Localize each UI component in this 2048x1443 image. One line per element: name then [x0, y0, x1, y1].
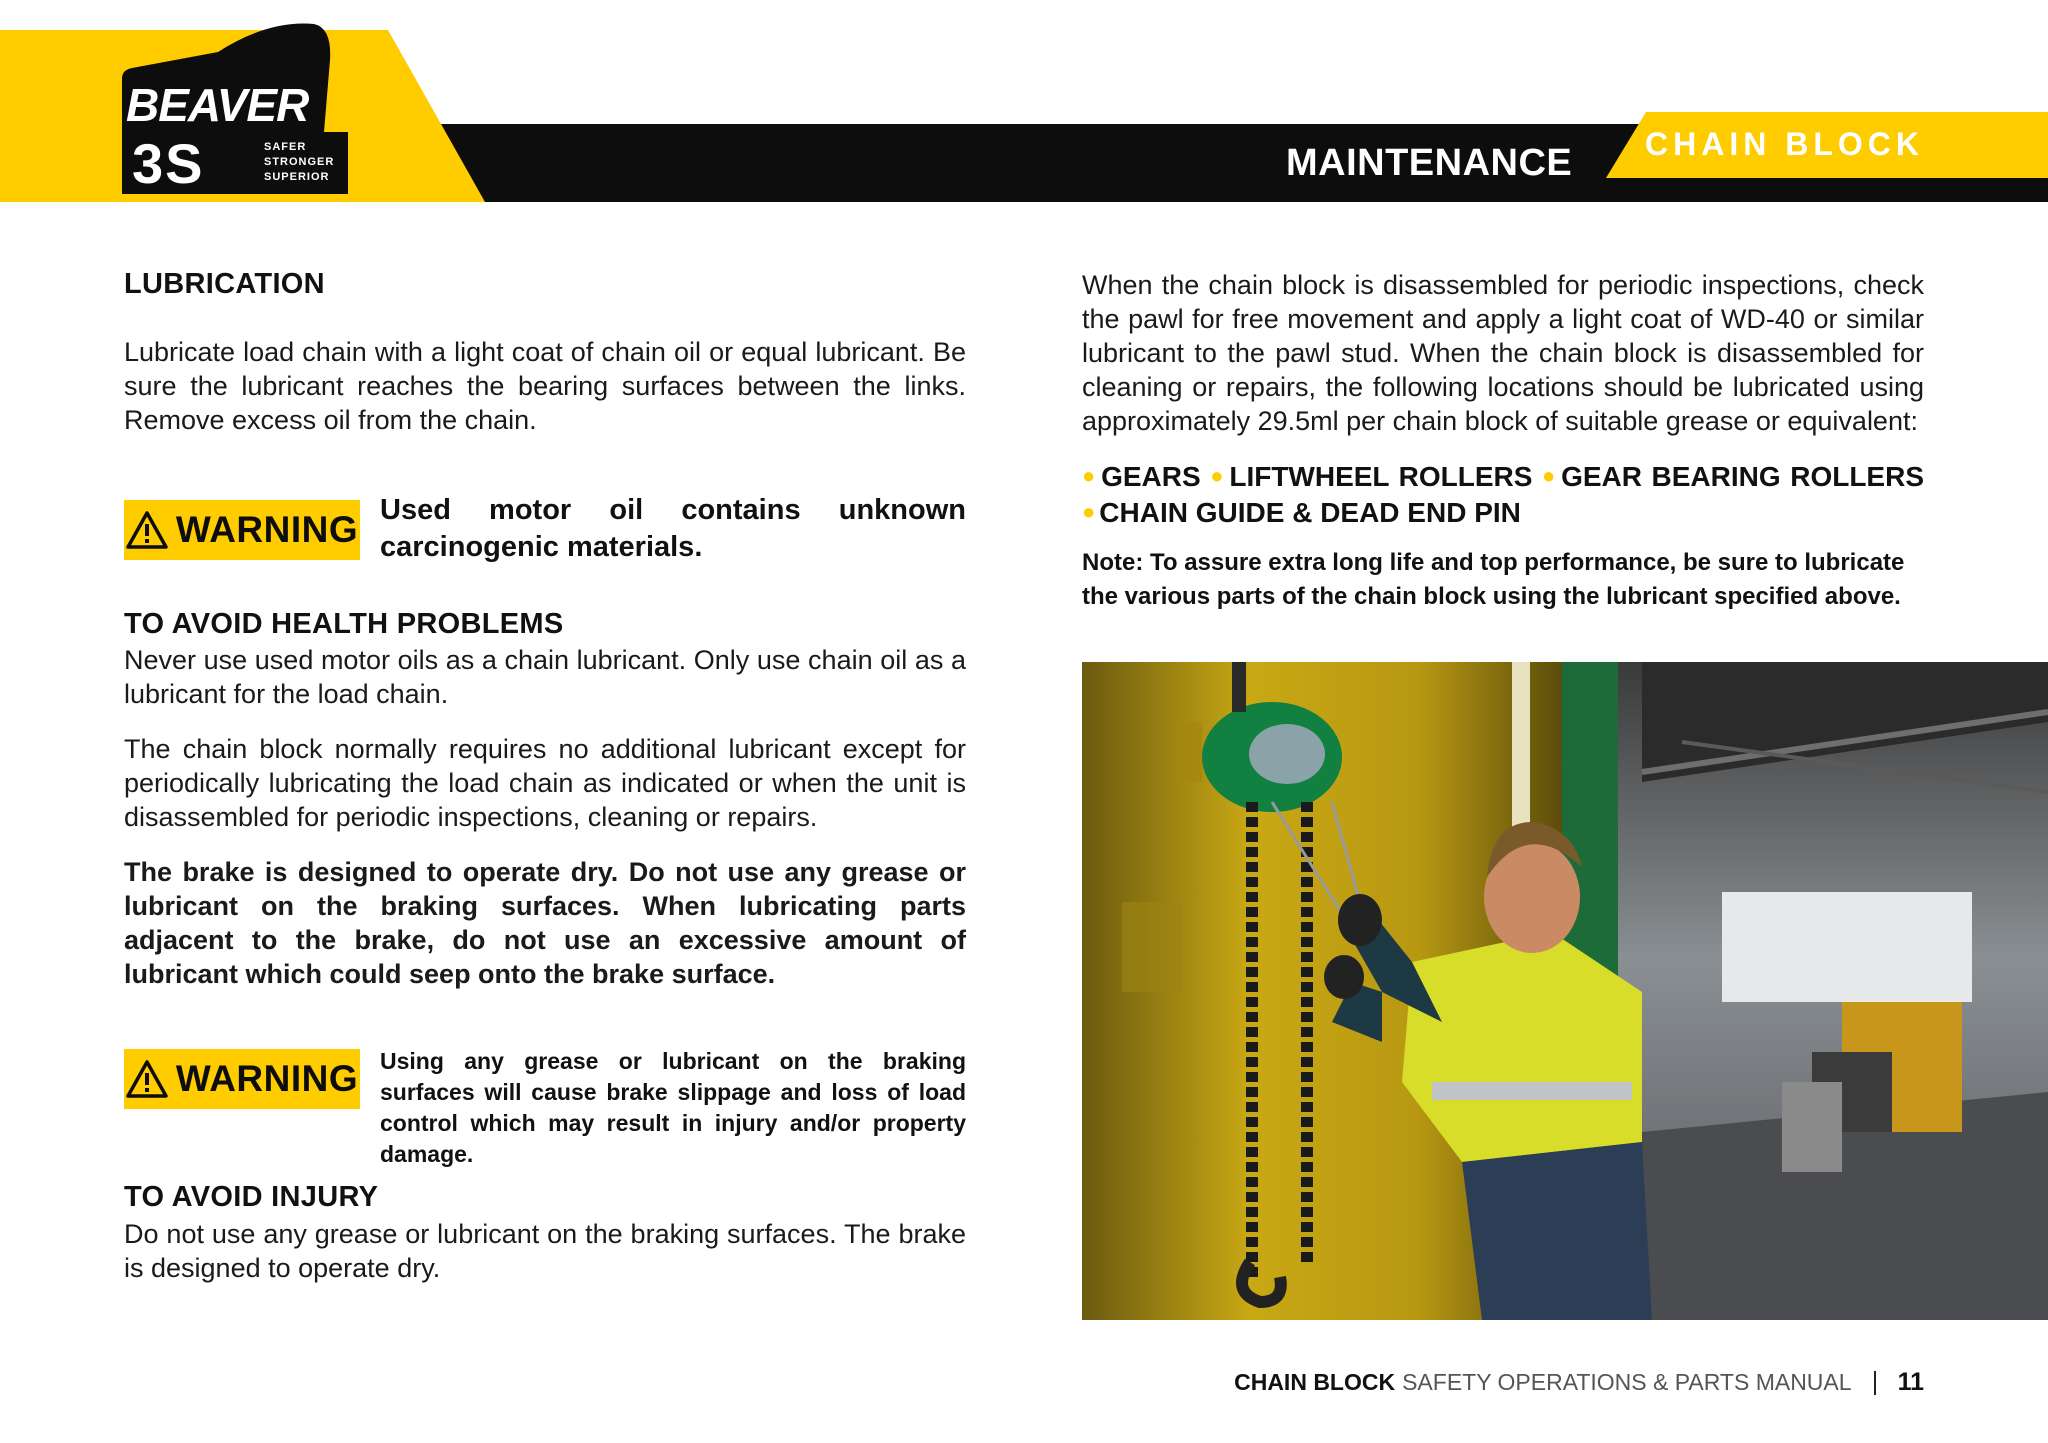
warning-badge [124, 1049, 360, 1109]
bullet-icon: ● [1082, 463, 1098, 488]
page-number: 11 [1897, 1368, 1924, 1396]
brake-paragraph: The brake is designed to operate dry. Do not use any grease or lubricant on the braking surfaces. When lubricating parts adjacent to the brake, do not use an excessive amount of lubricant which could seep onto the brake surface. [124, 857, 966, 989]
bullet-icon: ● [1082, 499, 1096, 524]
logo-tagline [264, 140, 334, 185]
logo-3s: 3S [132, 132, 205, 195]
list-item: LIFTWHEEL ROLLERS [1229, 461, 1533, 492]
lubrication-paragraph: Lubricate load chain with a light coat of chain oil or equal lubricant. Be sure the lubricant reaches the bearing surfaces between the links. Remove excess oil from the chain. [124, 337, 966, 435]
bullet-icon: ● [1541, 463, 1558, 488]
beaver-logo [118, 20, 348, 200]
lubrication-points-list [1082, 458, 1924, 530]
logo-tagline-line: SAFER [264, 141, 307, 153]
bullet-icon: ● [1210, 463, 1226, 488]
photo-illustration [1082, 662, 2048, 1320]
logo-tagline-line: STRONGER [264, 156, 335, 168]
footer-divider [1874, 1371, 1876, 1395]
normal-lubrication-paragraph: The chain block normally requires no additional lubricant except for periodically lubricating the load chain as indicated or when the unit is disassembled for periodic inspections, cleaning or repairs. [124, 734, 966, 832]
warning-label: WARNING [175, 509, 359, 550]
health-heading: TO AVOID HEALTH PROBLEMS [124, 608, 564, 640]
lubrication-heading: LUBRICATION [124, 268, 325, 300]
warning-triangle-icon [126, 511, 168, 549]
list-item: CHAIN GUIDE & DEAD END PIN [1099, 497, 1521, 528]
worker-using-chain-block-photo [1082, 662, 2048, 1320]
warning-label: WARNING [175, 1058, 359, 1099]
logo-3s-badge [122, 132, 348, 194]
warning-triangle-icon [126, 1060, 168, 1098]
warning-text: Used motor oil contains unknown carcinogenic materials. [380, 494, 966, 563]
section-tab-label: CHAIN BLOCK [1645, 126, 1924, 162]
disassembly-paragraph: When the chain block is disassembled for periodic inspections, check the pawl for free movement and apply a light coat of WD-40 or similar lubricant to the pawl stud. When the chain block is disassembled for cleaning or repairs, the following locations should be lubricated using approximately 29.5ml per chain block of suitable grease or equivalent: [1082, 270, 1924, 436]
injury-heading: TO AVOID INJURY [124, 1181, 379, 1213]
logo-registered-mark: ® [308, 86, 319, 102]
logo-tagline-line: SUPERIOR [264, 171, 330, 183]
logo-wordmark: BEAVER [126, 79, 309, 131]
injury-paragraph: Do not use any grease or lubricant on the braking surfaces. The brake is designed to operate dry. [124, 1219, 966, 1283]
footer-subtitle: SAFETY OPERATIONS & PARTS MANUAL [1402, 1369, 1852, 1395]
health-paragraph: Never use used motor oils as a chain lubricant. Only use chain oil as a lubricant for the load chain. [124, 645, 966, 709]
lubrication-note: Note: To assure extra long life and top performance, be sure to lubricate the various parts of the chain block using the lubricant specified above. [1082, 549, 1905, 610]
page-title: MAINTENANCE [1286, 142, 1573, 184]
warning-text: Using any grease or lubricant on the braking surfaces will cause brake slippage and loss of load control which may result in injury and/or property damage. [380, 1048, 966, 1167]
footer-title: CHAIN BLOCK [1234, 1369, 1396, 1395]
warning-badge [124, 500, 360, 560]
list-item: GEAR BEARING ROLLERS [1561, 461, 1925, 492]
page-footer [1234, 1368, 1924, 1397]
list-item: GEARS [1101, 461, 1201, 492]
